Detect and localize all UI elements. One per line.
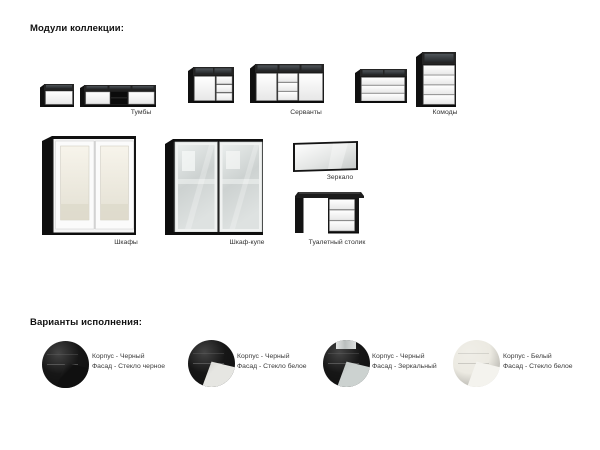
group-label-tumby: Тумбы: [130, 109, 152, 116]
group-label-servanty: Серванты: [290, 109, 322, 116]
nightstand-image: [40, 84, 74, 107]
mirror-image: [293, 141, 358, 172]
variant-swatch-black-blackglass[interactable]: [42, 341, 89, 388]
sideboard-large-image: [250, 64, 324, 103]
sideboard-small-image: [188, 67, 234, 103]
variant-body-text: Корпус - Черный: [372, 353, 425, 360]
chest-wide-image: [355, 69, 407, 103]
tv-stand-image: [80, 85, 156, 107]
group-label-komody: Комоды: [432, 109, 458, 116]
variant-swatch-black-whiteglass[interactable]: [188, 340, 235, 387]
group-label-tualetny-stolik: Туалетный столик: [308, 239, 366, 246]
group-label-shkaf-kupe: Шкаф-купе: [229, 239, 265, 246]
group-label-shkafy: Шкафы: [114, 239, 138, 246]
variant-body-text: Корпус - Белый: [503, 353, 552, 360]
wardrobe-image: [42, 136, 136, 235]
dressing-table-image: [295, 190, 364, 235]
variant-swatch-black-mirror[interactable]: [323, 340, 370, 387]
chest-tall-image: [416, 52, 456, 107]
group-label-zerkalo: Зеркало: [326, 174, 354, 181]
sliding-wardrobe-image: [165, 139, 263, 235]
variant-swatch-white-whiteglass[interactable]: [453, 340, 500, 387]
variants-heading: Варианты исполнения:: [30, 317, 142, 328]
variant-body-text: Корпус - Черный: [237, 353, 290, 360]
variant-facade-text: Фасад - Зеркальный: [372, 363, 437, 370]
variant-label-2: [237, 352, 307, 372]
variant-facade-text: Фасад - Стекло белое: [237, 363, 307, 370]
modules-heading: Модули коллекции:: [30, 23, 124, 34]
variant-facade-text: Фасад - Стекло белое: [503, 363, 573, 370]
variant-body-text: Корпус - Черный: [92, 353, 145, 360]
variant-label-3: [372, 352, 437, 372]
variant-facade-text: Фасад - Стекло черное: [92, 363, 166, 370]
variant-label-4: [503, 352, 573, 372]
variant-label-1: [92, 352, 165, 372]
